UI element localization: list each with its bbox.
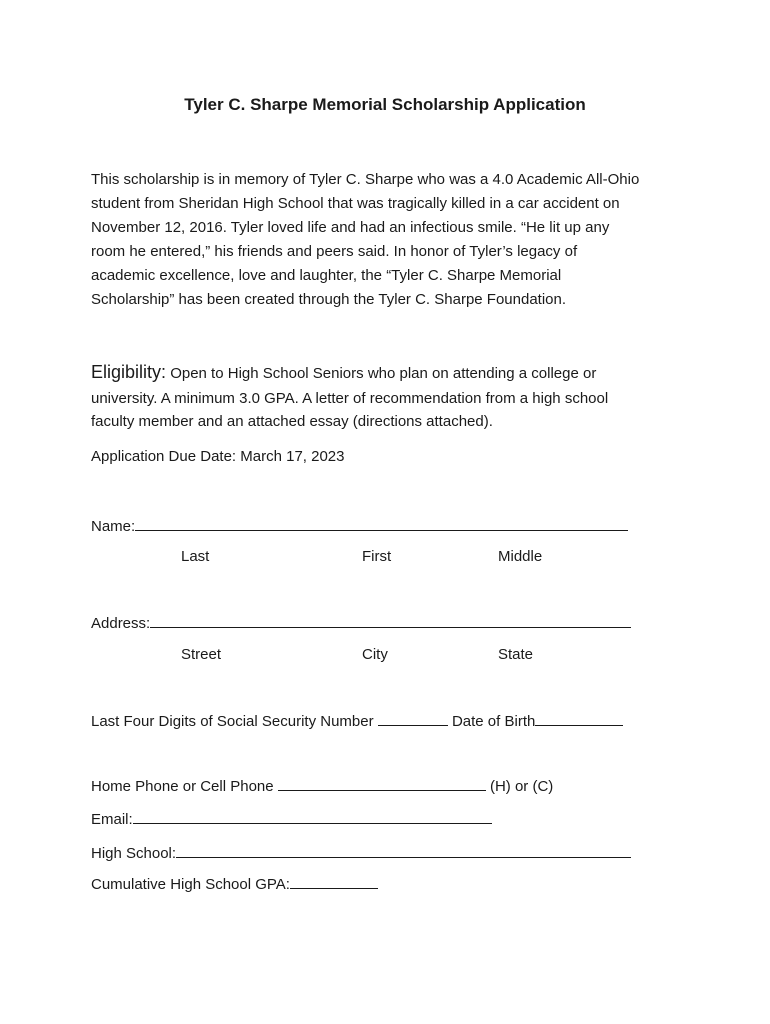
- address-row: [91, 613, 631, 632]
- intro-line: student from Sheridan High School that was tragically killed in a car accident on: [91, 195, 620, 212]
- ssn-label: Last Four Digits of Social Security Number: [91, 713, 374, 730]
- address-label: Address:: [91, 615, 151, 632]
- name-label: Name:: [91, 518, 136, 535]
- intro-line: This scholarship is in memory of Tyler C. Sharpe who was a 4.0 Academic All-Ohio: [91, 171, 640, 188]
- email-label: Email:: [91, 811, 133, 828]
- eligibility-label: Eligibility:: [91, 362, 167, 382]
- intro-line: room he entered,” his friends and peers said. In honor of Tyler’s legacy of: [91, 243, 578, 260]
- ssn-field[interactable]: [378, 711, 448, 726]
- name-sub-middle: Middle: [498, 548, 543, 565]
- page-title: Tyler C. Sharpe Memorial Scholarship Application: [184, 95, 586, 114]
- gpa-row: [91, 874, 378, 893]
- phone-suffix: (H) or (C): [489, 778, 554, 795]
- email-row: [91, 809, 492, 828]
- phone-label: Home Phone or Cell Phone: [91, 778, 274, 795]
- high-school-field[interactable]: [176, 843, 631, 858]
- address-sub-city: City: [362, 646, 388, 663]
- dob-label: Date of Birth: [451, 713, 536, 730]
- due-date: Application Due Date: March 17, 2023: [91, 448, 345, 465]
- eligibility-line: faculty member and an attached essay (directions attached).: [91, 413, 493, 430]
- eligibility-line: university. A minimum 3.0 GPA. A letter of recommendation from a high school: [91, 390, 609, 407]
- intro-line: November 12, 2016. Tyler loved life and had an infectious smile. “He lit up any: [91, 219, 610, 236]
- name-field[interactable]: [135, 516, 628, 531]
- name-sub-last: Last: [181, 548, 210, 565]
- high-school-row: [91, 843, 631, 862]
- gpa-field[interactable]: [290, 874, 378, 889]
- address-sub-state: State: [498, 646, 534, 663]
- ssn-dob-row: [91, 711, 623, 730]
- high-school-label: High School:: [91, 845, 177, 862]
- intro-line: academic excellence, love and laughter, the “Tyler C. Sharpe Memorial: [91, 267, 562, 284]
- address-sub-street: Street: [181, 646, 222, 663]
- email-field[interactable]: [133, 809, 492, 824]
- intro-line: Scholarship” has been created through the Tyler C. Sharpe Foundation.: [91, 291, 567, 308]
- gpa-label: Cumulative High School GPA:: [91, 876, 290, 893]
- name-sub-first: First: [362, 548, 392, 565]
- name-row: [91, 516, 628, 535]
- eligibility-text: Open to High School Seniors who plan on attending a college or: [166, 365, 597, 382]
- eligibility-line: [91, 362, 596, 383]
- phone-row: [91, 776, 553, 795]
- dob-field[interactable]: [535, 711, 623, 726]
- address-field[interactable]: [150, 613, 631, 628]
- phone-field[interactable]: [278, 776, 486, 791]
